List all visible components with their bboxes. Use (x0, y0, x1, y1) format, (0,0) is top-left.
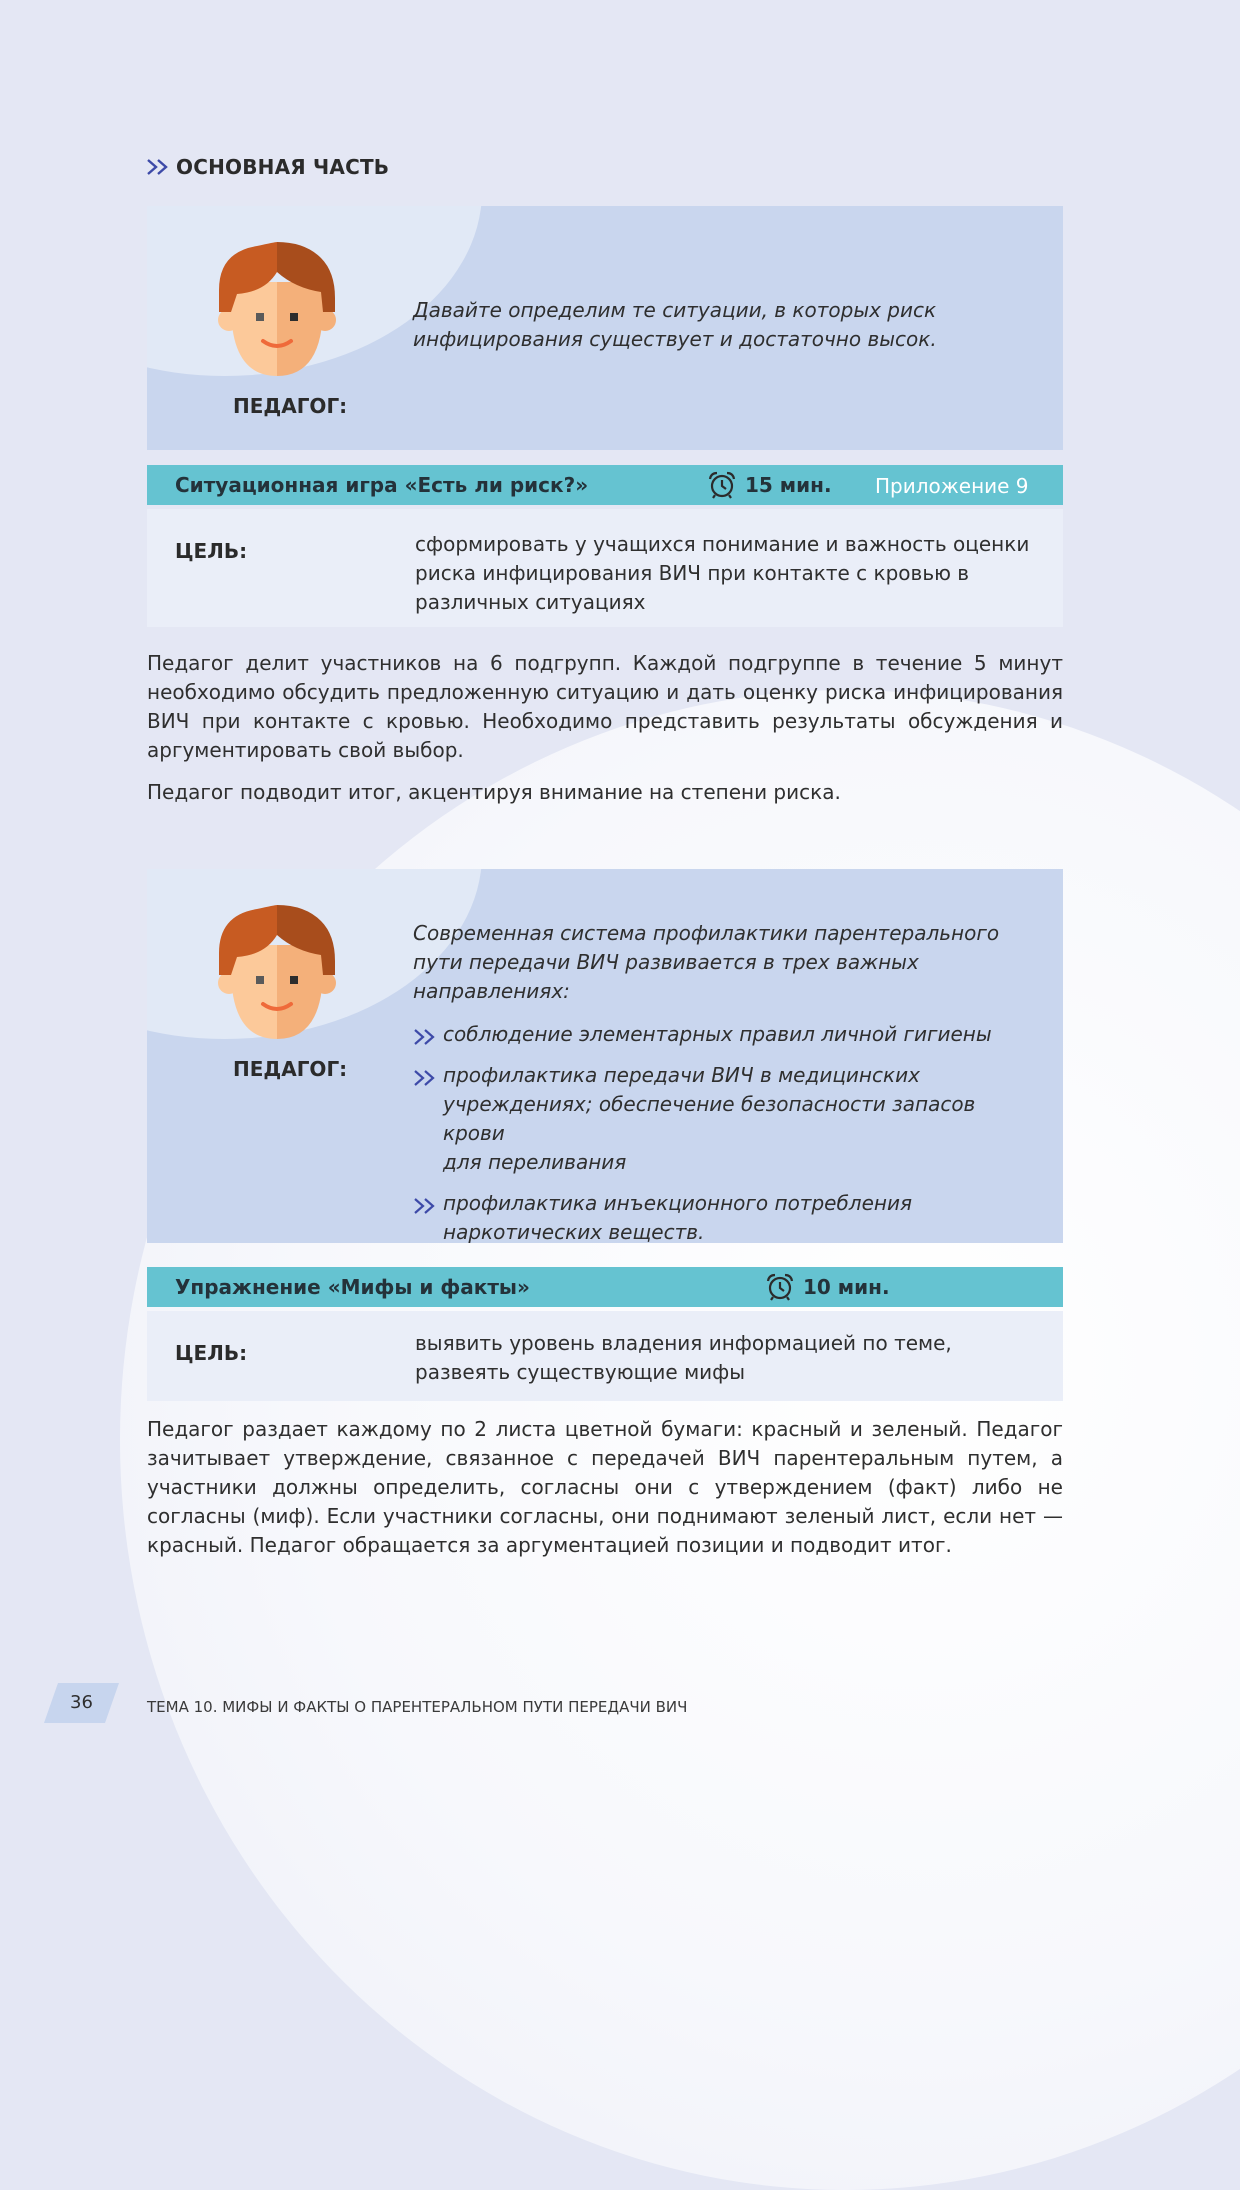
bullet-line: учреждениях; обеспечение безопасности запасов крови (443, 1092, 976, 1145)
body-paragraph: Педагог делит участников на 6 подгрупп. Каждой подгруппе в течение 5 минут необходимо обсудить предложенную ситуацию и дать оценку риска инфицирования ВИЧ при контакте с кровью. Необходимо представить результаты обсуждения и аргументировать свой выбор. (147, 651, 1063, 762)
teacher-label: ПЕДАГОГ: (233, 1057, 348, 1081)
activity-duration (707, 471, 832, 499)
speech-line: пути передачи ВИЧ развивается в трех важных (413, 950, 919, 974)
teacher-speech-box (147, 206, 1063, 450)
running-footer: ТЕМА 10. МИФЫ И ФАКТЫ О ПАРЕНТЕРАЛЬНОМ ПУТИ ПЕРЕДАЧИ ВИЧ (147, 1698, 688, 1716)
teacher-label: ПЕДАГОГ: (233, 394, 348, 418)
activity-header (147, 1267, 1063, 1307)
activity-time: 15 мин. (745, 473, 832, 497)
speech-line: инфицирования существует и достаточно высок. (413, 327, 937, 351)
teacher-avatar-icon (217, 905, 337, 1039)
appendix-label: Приложение 9 (875, 474, 1029, 498)
double-chevron-icon (413, 1197, 437, 1215)
speech-line: Современная система профилактики парентерального (413, 921, 1000, 945)
section-title (146, 155, 389, 179)
speech-line: Давайте определим те ситуации, в которых риск (413, 298, 937, 322)
alarm-clock-icon (707, 471, 737, 499)
teacher-avatar-icon (217, 242, 337, 376)
double-chevron-icon (146, 158, 170, 176)
bullet-line: наркотических веществ. (443, 1220, 705, 1243)
alarm-clock-icon (765, 1273, 795, 1301)
page-number: 36 (70, 1692, 93, 1713)
teacher-speech-text (413, 919, 1013, 1243)
section-title-text: ОСНОВНАЯ ЧАСТЬ (176, 155, 390, 179)
speech-bullet (413, 1189, 1013, 1243)
bullet-line: профилактика инъекционного потребления (443, 1191, 912, 1215)
goal-label: ЦЕЛЬ: (175, 1341, 248, 1365)
speech-line: направлениях: (413, 979, 570, 1003)
double-chevron-icon (413, 1069, 437, 1087)
teacher-speech-box (147, 869, 1063, 1243)
speech-bullet (413, 1061, 1013, 1177)
bullet-line: соблюдение элементарных правил личной гигиены (443, 1022, 992, 1046)
activity-time: 10 мин. (803, 1275, 890, 1299)
body-paragraph: Педагог раздает каждому по 2 листа цветной бумаги: красный и зеленый. Педагог зачитывает утверждение, связанное с передачей ВИЧ парентеральным путем, а участники должны определить, согласны они с утверждением (факт) либо не согласны (миф). Если участники согласны, они поднимают зеленый лист, если нет — красный. Педагог обращается за аргументацией позиции и подводит итог. (147, 1417, 1063, 1557)
speech-bullet (413, 1020, 1013, 1049)
activity-duration (765, 1273, 890, 1301)
goal-line: сформировать у учащихся понимание и важность оценки (415, 532, 1030, 556)
goal-box (147, 1311, 1063, 1401)
speech-bullet-list (413, 1020, 1013, 1243)
body-paragraph: Педагог подводит итог, акцентируя внимание на степени риска. (147, 780, 841, 804)
goal-line: выявить уровень владения информацией по теме, (415, 1331, 952, 1355)
activity-header (147, 465, 1063, 505)
goal-label: ЦЕЛЬ: (175, 539, 248, 563)
activity-name: Упражнение «Мифы и факты» (175, 1275, 530, 1299)
goal-text (415, 530, 1035, 617)
goal-line: различных ситуациях (415, 590, 646, 614)
goal-line: риска инфицирования ВИЧ при контакте с кровью в (415, 561, 970, 585)
goal-box (147, 509, 1063, 627)
bullet-line: профилактика передачи ВИЧ в медицинских (443, 1063, 920, 1087)
teacher-speech-text (413, 296, 1013, 354)
activity-name: Ситуационная игра «Есть ли риск?» (175, 473, 589, 497)
double-chevron-icon (413, 1028, 437, 1046)
goal-text (415, 1329, 1035, 1387)
bullet-line: для переливания (443, 1150, 627, 1174)
goal-line: развеять существующие мифы (415, 1360, 746, 1384)
